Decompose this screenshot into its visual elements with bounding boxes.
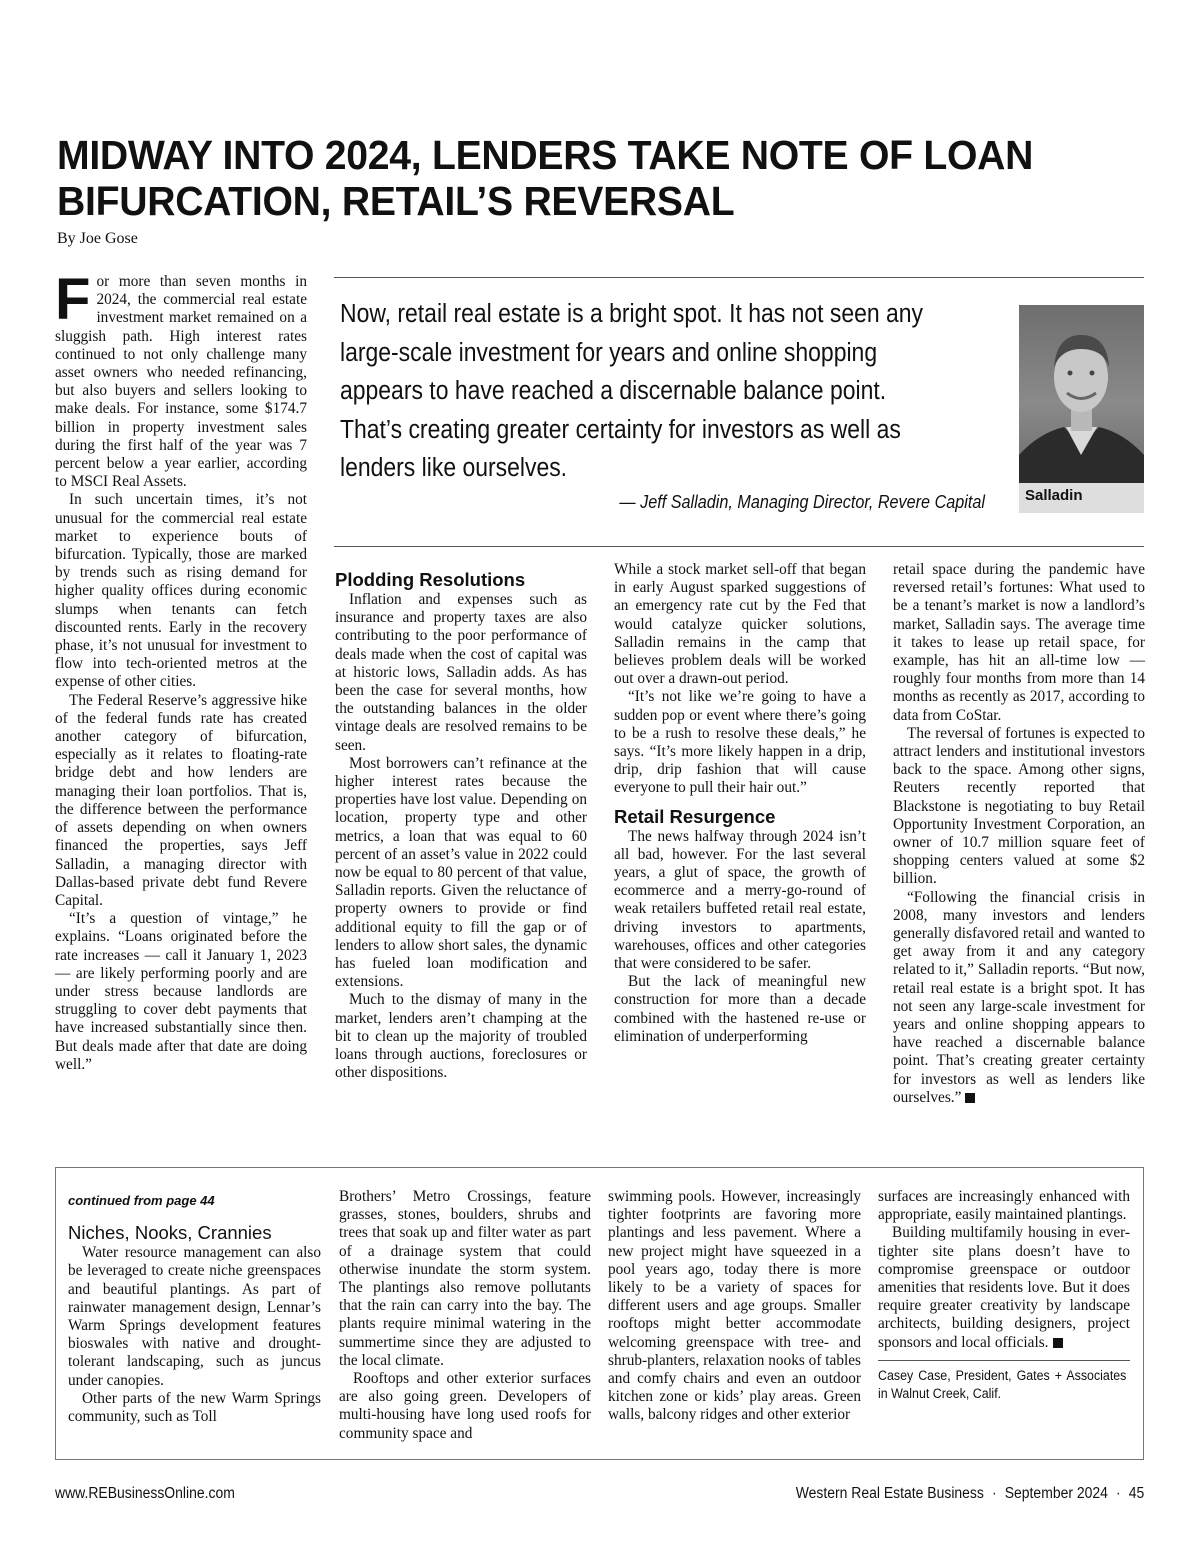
footer-separator: · [1115, 1485, 1121, 1502]
subheading-retail-resurgence: Retail Resurgence [614, 805, 776, 827]
article-paragraph: Most borrowers can’t refinance at the higher interest rates because the properties have lost value. Depending on location, property type and other metrics, a loan that was equal to 60 percent of an asset’s value in 2022 could now be equal to 80 percent of that value, Salladin reports. Given the reluctance of property owners to provide or find additional equity to fill the gap or of lenders to allow short sales, the dynamic has fueled loan modification and extensions. [335, 754, 587, 991]
sidebar-paragraph: Rooftops and other exterior surfaces are also going green. Developers of multi-housing have long used roofs for community space and [339, 1370, 591, 1442]
paragraph-text: “Following the financial crisis in 2008, many investors and lenders generally disfavored retail and wanted to get away from it and any category related to it,” Salladin reports. “But now, retail real estate is a bright spot. It has not seen any large-scale investment for years and online shopping appears to have reached a discernable balance point. That’s creating greater certainty for investors as well as lenders like ourselves.” [893, 888, 1145, 1106]
article-paragraph: In such uncertain times, it’s not unusual for the commercial real estate market to experience bouts of bifurcation. Typically, those are marked by trends such as rising demand for higher quality offices during economic slumps when tenants can fetch discounted rents. Early in the recovery phase, it’s not unusual for investment to flow into tech-oriented metros at the expense of other cities. [55, 491, 307, 691]
continued-from-label: continued from page 44 [68, 1193, 215, 1208]
portrait-caption: Salladin [1019, 483, 1144, 513]
headline: MIDWAY INTO 2024, LENDERS TAKE NOTE OF LOAN BIFURCATION, RETAIL’S REVERSAL [57, 132, 1034, 224]
article-paragraph: retail space during the pandemic have reversed retail’s fortunes: What used to be a tenant’s market is now a landlord’s market, Salladin says. The average time it takes to lease up retail space, for example, has hit an all-time low — roughly four months from more than 14 months as recently as 2017, according to data from CoStar. [893, 561, 1145, 724]
footer-publication: Western Real Estate Business [795, 1485, 984, 1502]
sidebar-column-3 [608, 1188, 861, 1425]
article-paragraph: “It’s a question of vintage,” he explains. “Loans originated before the rate increases — call it January 1, 2023 — are likely performing poorly and are under stress because landlords are struggling to cover debt payments that have increased substantially since then. But deals made after that date are doing well.” [55, 910, 307, 1073]
footer-issue: September 2024 [1004, 1485, 1108, 1502]
pull-quote-bottom-rule [334, 546, 1144, 547]
article-paragraph [55, 267, 307, 491]
sidebar-paragraph: Water resource management can also be leveraged to create niche greenspaces and beautiful plantings. As part of rainwater management design, Lennar’s Warm Springs development features bioswales with native and drought-tolerant landscaping, such as juncus under canopies. [68, 1244, 321, 1389]
article-paragraph: Inflation and expenses such as insurance and property taxes are also contributing to the poor performance of deals made when the cost of capital was at historic lows, Salladin adds. As has been the case for several months, how the outstanding balances in the older vintage deals are resolved remains to be seen. [335, 591, 587, 754]
portrait-photo [1019, 305, 1144, 483]
footer-separator: · [991, 1485, 997, 1502]
article-paragraph: “It’s not like we’re going to have a sudden pop or event where there’s going to be a rush to resolve these deals,” he says. “It’s more likely happen in a drip, drip, drip fashion that will cause everyone to pull their hair out.” [614, 688, 866, 797]
sidebar-heading: Niches, Nooks, Crannies [68, 1222, 272, 1244]
sidebar-paragraph: swimming pools. However, increasingly tighter footprints are favoring more plantings and less pavement. Where a new project might have squeezed in a pool years ago, today there is more likely to be a variety of spaces for different users and age groups. Smaller rooftops might better accommodate welcoming greenspace with tree- and shrub-planters, relaxation nooks of tables and comfy chairs and even an outdoor kitchen zone or kids’ play areas. Green walls, balcony ridges and other exterior [608, 1188, 861, 1424]
article-paragraph: But the lack of meaningful new construction for more than a decade combined with the hastened re-use or elimination of underperforming [614, 973, 866, 1045]
end-of-story-icon [965, 1093, 975, 1103]
sidebar-column-1 [68, 1188, 321, 1426]
pull-quote-top-rule [334, 277, 1144, 278]
sidebar-paragraph [878, 1224, 1130, 1351]
paragraph-text: or more than seven months in 2024, the commercial real estate investment market remained on a sluggish path. High interest rates continued to not only challenge many asset owners who needed refinancing, but also buyers and sellers looking to make deals. For instance, some $174.7 billion in property investment sales during the first half of the year was 7 percent below a year earlier, according to MSCI Real Assets. [55, 273, 307, 491]
article-paragraph: The news halfway through 2024 isn’t all bad, however. For the last several years, a glut of space, the growth of ecommerce and a merry-go-round of weak retailers buffeted retail real estate, driving investors to apartments, warehouses, offices and other categories that were considered to be safer. [614, 827, 866, 973]
article-paragraph: The reversal of fortunes is expected to attract lenders and institutional investors back to the space. Among other signs, Reuters recently reported that Blackstone is negotiating to buy Retail Opportunity Investment Corporation, an owner of 10.7 million square feet of shopping centers valued at some $2 billion. [893, 724, 1145, 888]
sidebar-column-4 [878, 1188, 1130, 1403]
sidebar-paragraph: surfaces are increasingly enhanced with appropriate, easily maintained plantings. [878, 1188, 1130, 1224]
paragraph-text: Building multifamily housing in ever-tighter site plans doesn’t have to compromise greenspace or outdoor amenities that residents love. But it does require greater creativity by landscape architects, building designers, project sponsors and local officials. [878, 1224, 1130, 1351]
footer-website-link[interactable]: www.REBusinessOnline.com [55, 1485, 235, 1502]
sidebar-paragraph: Brothers’ Metro Crossings, feature grasses, stones, boulders, shrubs and trees that soak up and filter water as part of a drainage system that could otherwise inundate the storm system. The plantings also remove pollutants that the rain can carry into the bay. The plants require minimal watering in the summertime since they are adjusted to the local climate. [339, 1188, 591, 1369]
page-number: 45 [1128, 1485, 1144, 1502]
article-paragraph [893, 889, 1145, 1107]
byline: By Joe Gose [57, 230, 138, 247]
end-of-story-icon [1053, 1338, 1063, 1348]
portrait-illustration [1019, 305, 1144, 483]
article-column-1 [55, 267, 307, 1074]
pull-quote-attribution: — Jeff Salladin, Managing Director, Revere Capital [619, 492, 985, 512]
credit-divider [878, 1360, 1130, 1361]
article-paragraph: While a stock market sell-off that began in early August sparked suggestions of an emergency rate cut by the Fed that would catalyze quicker solutions, Salladin remains in the camp that believes problem deals will be worked out over a drawn-out period. [614, 561, 866, 688]
subheading-plodding-resolutions: Plodding Resolutions [335, 569, 526, 590]
article-column-2 [335, 566, 587, 1082]
article-column-3 [614, 561, 866, 1046]
author-credit: Casey Case, President, Gates + Associates in Walnut Creek, Calif. [878, 1367, 1127, 1401]
article-paragraph: The Federal Reserve’s aggressive hike of the federal funds rate has created another category of bifurcation, especially as it relates to floating-rate bridge debt and how lenders are managing their loan portfolios. That is, the difference between the performance of assets depending on when owners financed the properties, says Jeff Salladin, a managing director with Dallas-based private debt fund Revere Capital. [55, 691, 307, 909]
sidebar-column-2 [339, 1188, 591, 1443]
sidebar-paragraph: Other parts of the new Warm Springs community, such as Toll [68, 1389, 321, 1426]
article-column-4 [893, 561, 1145, 1107]
pull-quote: Now, retail real estate is a bright spot. It has not seen any large-scale investment for years and online shopping appears to have reached a discernable balance point. That’s creating greater certainty for investors as well as lenders like ourselves. [340, 300, 924, 482]
article-paragraph: Much to the dismay of many in the market, lenders aren’t champing at the bit to clean up the majority of troubled loans through auctions, foreclosures or other dispositions. [335, 991, 587, 1082]
footer-publication-info [795, 1485, 1144, 1503]
drop-cap: F [55, 267, 91, 332]
